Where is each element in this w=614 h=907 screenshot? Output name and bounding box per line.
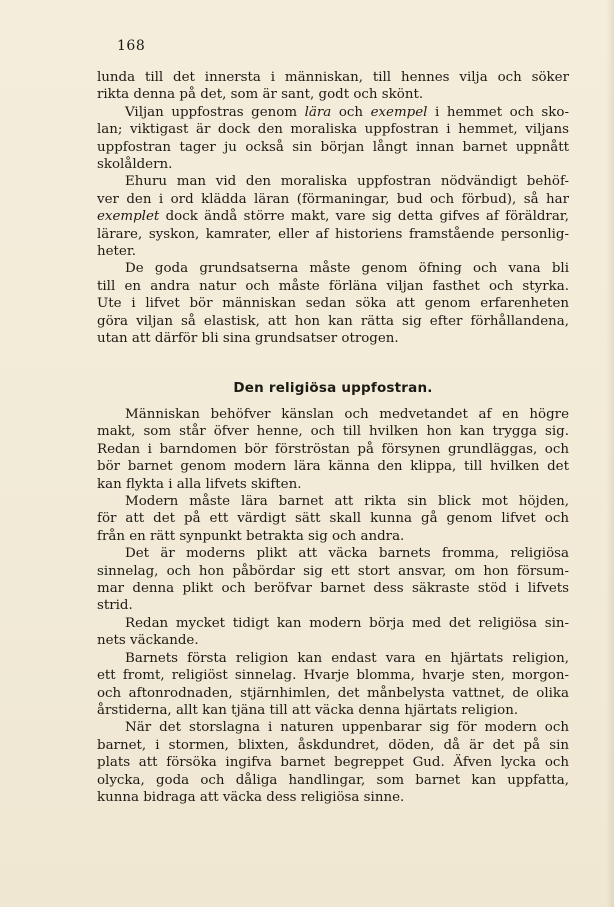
text-line: utan att därför bli sina grundsatser otrogen. <box>97 331 399 347</box>
text-line: lärare, syskon, kamrater, eller af historiens framstående personlig- <box>97 226 569 242</box>
text-line: Barnets första religion kan endast vara en hjärtats religion, <box>125 650 569 666</box>
text-line: När det storslagna i naturen uppenbarar sig för modern och <box>125 720 569 736</box>
text-line: och aftonrodnaden, stjärnhimlen, det månbelysta vattnet, de olika <box>97 685 569 701</box>
text-line: till en andra natur och måste förläna viljan fasthet och styrka. <box>97 278 569 294</box>
text-line: sinnelag, och hon påbördar sig ett stort ansvar, om hon försum- <box>97 563 569 579</box>
text-line: plats att försöka ingifva barnet begreppet Gud. Äfven lycka och <box>97 755 569 771</box>
text-line: exemplet dock ändå större makt, vare sig detta gifves af föräldrar, <box>97 209 569 225</box>
text-line: rikta denna på det, som är sant, godt och skönt. <box>97 87 424 103</box>
page-number: 168 <box>117 38 146 54</box>
text-line: Redan mycket tidigt kan modern börja med det religiösa sin- <box>125 615 569 631</box>
text-line: strid. <box>97 598 133 614</box>
text-line: lunda till det innersta i människan, till hennes vilja och söker <box>97 70 569 85</box>
text-line: för att det på ett värdigt sätt skall kunna gå genom lifvet och <box>97 511 569 527</box>
text-line: De goda grundsatserna måste genom öfning och vana bli <box>125 261 569 277</box>
text-line: mar denna plikt och beröfvar barnet dess säkraste stöd i lifvets <box>97 581 569 597</box>
page-edge-shadow <box>606 0 614 907</box>
text-line: nets väckande. <box>97 633 199 649</box>
text-line: bör barnet genom modern lära känna den klippa, till hvilken det <box>97 459 569 475</box>
text-line: från en rätt synpunkt betrakta sig och andra. <box>97 528 405 544</box>
text-line: Viljan uppfostras genom lära och exempel i hemmet och sko- <box>125 104 569 120</box>
text-block-moral-upbringing <box>97 69 569 348</box>
text-line: Ehuru man vid den moraliska uppfostran nödvändigt behöf- <box>125 174 569 190</box>
text-line: Modern måste lära barnet att rikta sin blick mot höjden, <box>125 494 569 510</box>
text-line: kan flykta i alla lifvets skiften. <box>97 476 302 492</box>
text-line: ett fromt, religiöst sinnelag. Hvarje blomma, hvarje sten, morgon- <box>97 668 569 684</box>
text-line: lan; viktigast är dock den moraliska uppfostran i hemmet, viljans <box>97 122 569 138</box>
text-line: ver den i ord klädda läran (förmaningar, bud och förbud), så har <box>97 191 569 207</box>
text-line: göra viljan så elastisk, att hon kan rätta sig efter förhållandena, <box>97 313 569 329</box>
text-line: Människan behöfver känslan och medvetandet af en högre <box>125 407 569 422</box>
text-block-religious-upbringing <box>97 406 569 806</box>
text-line: Ute i lifvet bör människan sedan söka att genom erfarenheten <box>97 296 569 312</box>
text-line: kunna bidraga att väcka dess religiösa sinne. <box>97 789 405 805</box>
text-line: Det är moderns plikt att väcka barnets fromma, religiösa <box>125 546 569 562</box>
text-line: årstiderna, allt kan tjäna till att väcka denna hjärtats religion. <box>97 702 519 718</box>
text-line: uppfostran tager ju också sin början långt innan barnet uppnått <box>97 139 569 155</box>
text-line: Redan i barndomen bör förströstan på försynen grundläggas, och <box>97 441 569 457</box>
text-line: skolåldern. <box>97 157 173 173</box>
text-line: olycka, goda och dåliga handlingar, som barnet kan uppfatta, <box>97 772 569 788</box>
text-line: heter. <box>97 244 137 260</box>
section-heading: Den religiösa uppfostran. <box>233 380 433 396</box>
text-line: barnet, i stormen, blixten, åskdundret, döden, då är det på sin <box>97 737 569 753</box>
text-line: makt, som står öfver henne, och till hvilken hon kan trygga sig. <box>97 424 569 440</box>
